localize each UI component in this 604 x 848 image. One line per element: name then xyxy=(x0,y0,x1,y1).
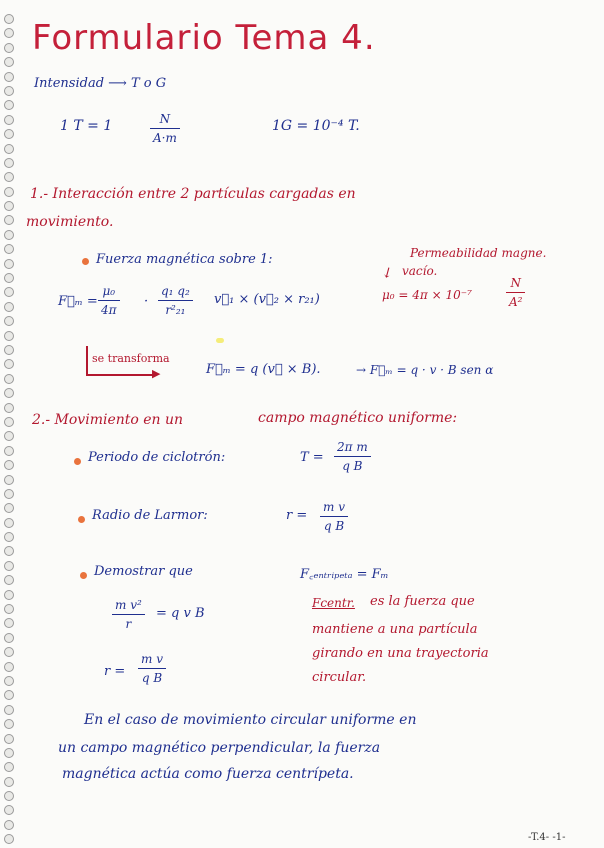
bullet-icon xyxy=(80,572,87,579)
tesla-fraction xyxy=(150,112,180,145)
demo-equation: F꜀ₑₙₜᵣᵢₚₑₜₐ = Fₘ xyxy=(300,567,389,582)
fraction-denominator: r²₂₁ xyxy=(165,303,186,318)
fraction-denominator: r xyxy=(125,617,132,632)
spiral-ring xyxy=(4,633,14,643)
spiral-ring xyxy=(4,158,14,168)
fraction-bar xyxy=(98,300,120,301)
section-1-title-line2: movimiento. xyxy=(26,214,114,230)
spiral-ring xyxy=(4,129,14,139)
conclusion-line3: magnética actúa como fuerza centrípeta. xyxy=(62,766,354,782)
fm-lhs: F⃗ₘ = xyxy=(58,294,98,309)
spiral-ring xyxy=(4,316,14,326)
fraction-numerator: μ₀ xyxy=(102,284,116,298)
larmor-label: Radio de Larmor: xyxy=(92,508,208,523)
spiral-ring xyxy=(4,676,14,686)
spiral-ring xyxy=(4,805,14,815)
spiral-ring xyxy=(4,777,14,787)
fraction-denominator: A² xyxy=(509,295,523,310)
bullet-icon xyxy=(82,258,89,265)
spiral-ring xyxy=(4,475,14,485)
fcentr-note-line4: circular. xyxy=(312,670,367,685)
arrow-icon: ⟶ xyxy=(108,76,127,91)
radius-fraction xyxy=(138,652,166,685)
arrow-head-icon: ▶ xyxy=(152,367,161,380)
spiral-ring xyxy=(4,834,14,844)
intensity-units: T o G xyxy=(130,76,167,91)
bullet-icon xyxy=(74,458,81,465)
fraction-bar xyxy=(138,668,166,669)
spiral-ring xyxy=(4,14,14,24)
larmor-fraction xyxy=(320,500,348,533)
spiral-ring xyxy=(4,359,14,369)
fraction-bar xyxy=(150,128,180,129)
tesla-definition: 1 T = 1 xyxy=(60,118,113,134)
spiral-ring xyxy=(4,259,14,269)
spiral-ring xyxy=(4,302,14,312)
spiral-ring xyxy=(4,791,14,801)
demo-label: Demostrar que xyxy=(94,564,193,579)
bullet-icon xyxy=(78,516,85,523)
spiral-ring xyxy=(4,230,14,240)
spiral-ring xyxy=(4,86,14,96)
spiral-ring xyxy=(4,43,14,53)
spiral-ring xyxy=(4,690,14,700)
fraction-numerator: 2π m xyxy=(337,440,368,454)
spiral-ring xyxy=(4,446,14,456)
spiral-ring xyxy=(4,604,14,614)
fraction-bar xyxy=(320,516,348,517)
spiral-ring xyxy=(4,345,14,355)
cyclotron-fraction xyxy=(334,440,371,473)
conclusion-line1: En el caso de movimiento circular uniforme en xyxy=(84,712,417,728)
section-1-title-line1: 1.- Interacción entre 2 partículas cargadas en xyxy=(30,186,356,202)
spiral-ring xyxy=(4,374,14,384)
spiral-ring xyxy=(4,187,14,197)
larmor-lhs: r = xyxy=(286,508,308,523)
lorentz-force: F⃗ₘ = q (v⃗ × B). xyxy=(206,362,321,377)
spiral-ring xyxy=(4,719,14,729)
transform-arrow-horizontal xyxy=(86,374,156,376)
fraction-numerator: N xyxy=(159,112,171,126)
spiral-ring xyxy=(4,647,14,657)
spiral-ring xyxy=(4,172,14,182)
spiral-ring xyxy=(4,762,14,772)
fraction-bar xyxy=(158,300,193,301)
spiral-ring xyxy=(4,403,14,413)
spiral-ring xyxy=(4,748,14,758)
fcentr-note-line3: girando en una trayectoria xyxy=(312,646,489,661)
centripetal-fraction xyxy=(112,598,145,631)
spiral-ring xyxy=(4,331,14,341)
transform-label: se transforma xyxy=(92,352,170,365)
spiral-ring xyxy=(4,561,14,571)
spiral-ring xyxy=(4,575,14,585)
spiral-ring xyxy=(4,734,14,744)
fraction-denominator: q B xyxy=(323,519,345,534)
spiral-ring xyxy=(4,705,14,715)
fraction-bar xyxy=(112,614,145,615)
spiral-ring xyxy=(4,287,14,297)
spiral-ring xyxy=(4,57,14,67)
permeability-note-line1: Permeabilidad magne. xyxy=(410,246,547,260)
fraction-numerator: q₁ q₂ xyxy=(161,284,190,298)
spiral-ring xyxy=(4,28,14,38)
spiral-ring xyxy=(4,532,14,542)
permeability-note-line2: vacío. xyxy=(402,264,438,278)
fraction-numerator: N xyxy=(510,276,521,290)
fcentr-note-line2: mantiene a una partícula xyxy=(312,622,478,637)
mu0-value: μ₀ = 4π × 10⁻⁷ xyxy=(382,288,472,302)
spiral-ring xyxy=(4,215,14,225)
spiral-ring xyxy=(4,417,14,427)
spiral-ring xyxy=(4,431,14,441)
spiral-ring xyxy=(4,618,14,628)
page-title: Formulario Tema 4. xyxy=(32,18,376,58)
mu0-over-4pi-fraction xyxy=(98,284,120,317)
spiral-ring xyxy=(4,273,14,283)
curved-arrow-icon: ↙ xyxy=(378,263,397,283)
fraction-numerator: m v xyxy=(141,652,163,666)
force-label: Fuerza magnética sobre 1: xyxy=(96,252,273,267)
charges-over-r2-fraction xyxy=(158,284,193,317)
dot-operator: · xyxy=(144,294,149,309)
fraction-denominator: A·m xyxy=(153,131,177,146)
mu0-units-fraction xyxy=(506,276,525,309)
spiral-ring xyxy=(4,72,14,82)
conclusion-line2: un campo magnético perpendicular, la fuerza xyxy=(58,740,381,756)
intensity-text: Intensidad xyxy=(34,76,105,91)
spiral-ring xyxy=(4,820,14,830)
cyclotron-lhs: T = xyxy=(300,450,324,465)
section-2-title-part2: campo magnético uniforme: xyxy=(258,410,458,426)
spiral-ring xyxy=(4,489,14,499)
gauss-definition: 1G = 10⁻⁴ T. xyxy=(272,118,360,134)
lorentz-scalar: → F⃗ₘ = q · v · B sen α xyxy=(356,363,494,377)
fraction-bar xyxy=(334,456,371,457)
spiral-ring xyxy=(4,590,14,600)
fraction-denominator: q B xyxy=(141,671,163,686)
section-2-title-part1: 2.- Movimiento en un xyxy=(32,412,184,428)
fraction-denominator: 4π xyxy=(101,303,117,318)
fraction-denominator: q B xyxy=(342,459,363,474)
centripetal-rhs: = q v B xyxy=(156,606,205,621)
spiral-ring xyxy=(4,201,14,211)
cross-product-term: v⃗₁ × (v⃗₂ × r₂₁) xyxy=(214,292,320,307)
spiral-ring xyxy=(4,144,14,154)
spiral-binding xyxy=(4,14,16,848)
spiral-ring xyxy=(4,100,14,110)
spiral-ring xyxy=(4,503,14,513)
spiral-ring xyxy=(4,518,14,528)
highlighter-mark xyxy=(216,338,224,343)
transform-arrow-vertical xyxy=(86,346,88,376)
fraction-bar xyxy=(506,292,525,293)
page-footer: -T.4- -1- xyxy=(528,832,566,843)
spiral-ring xyxy=(4,662,14,672)
cyclotron-label: Periodo de ciclotrón: xyxy=(88,450,226,465)
spiral-ring xyxy=(4,388,14,398)
radius-lhs: r = xyxy=(104,664,126,679)
fcentr-note-head: Fcentr. xyxy=(312,596,355,610)
fraction-numerator: m v² xyxy=(115,598,142,612)
spiral-ring xyxy=(4,460,14,470)
intensity-label xyxy=(34,76,166,91)
spiral-ring xyxy=(4,115,14,125)
spiral-ring xyxy=(4,546,14,556)
fraction-numerator: m v xyxy=(323,500,345,514)
spiral-ring xyxy=(4,244,14,254)
fcentr-note-line1: es la fuerza que xyxy=(370,594,475,609)
